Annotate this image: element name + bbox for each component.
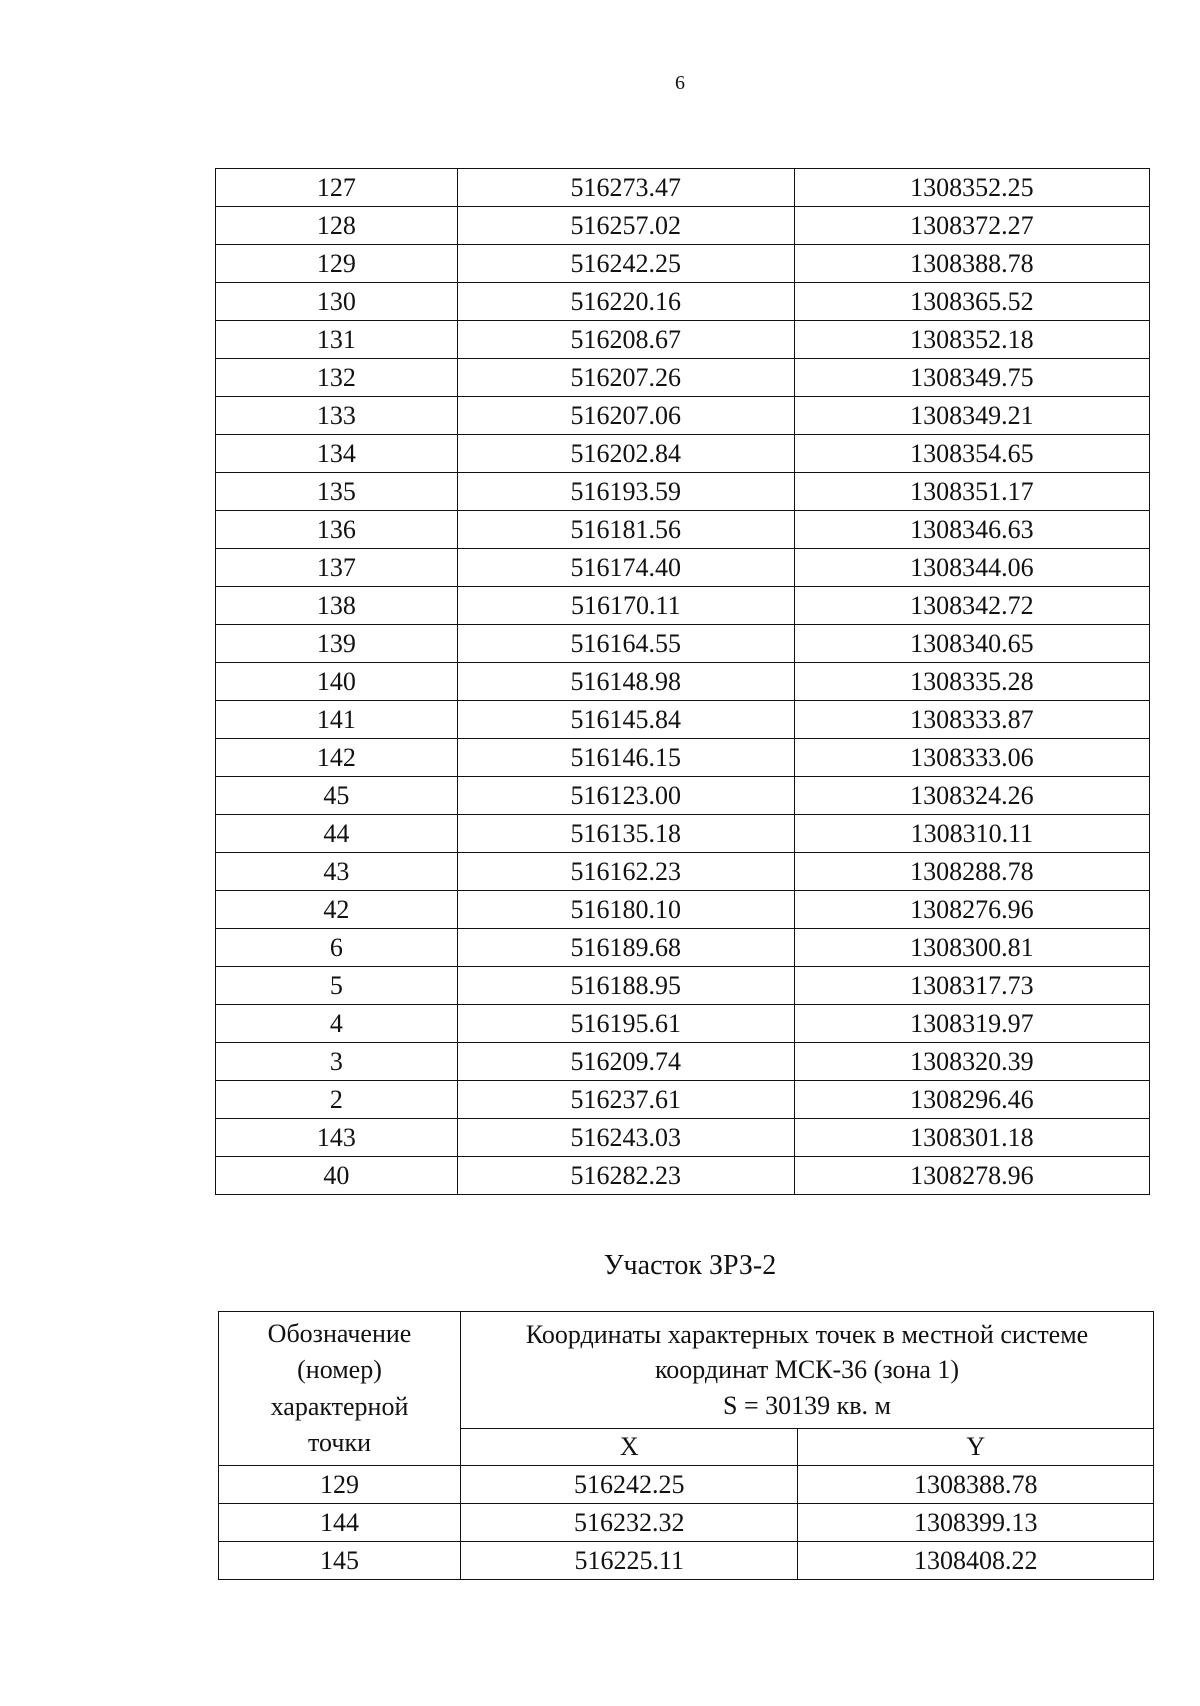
x-coordinate-cell: 516180.10 (457, 891, 794, 929)
x-coordinate-cell: 516242.25 (461, 1466, 798, 1504)
point-number-cell: 139 (216, 625, 458, 663)
zrz-2-coordinates-table (218, 1311, 1154, 1580)
table-row (216, 397, 1150, 435)
x-coordinate-cell: 516220.16 (457, 283, 794, 321)
y-coordinate-cell: 1308319.97 (794, 1005, 1149, 1043)
y-coordinate-cell: 1308349.21 (794, 397, 1149, 435)
table-row (219, 1504, 1154, 1542)
point-number-cell: 127 (216, 169, 458, 207)
x-coordinate-cell: 516123.00 (457, 777, 794, 815)
x-coordinate-cell: 516148.98 (457, 663, 794, 701)
x-coordinate-cell: 516195.61 (457, 1005, 794, 1043)
point-number-cell: 4 (216, 1005, 458, 1043)
point-number-cell: 130 (216, 283, 458, 321)
table-row (216, 891, 1150, 929)
point-number-cell: 129 (216, 245, 458, 283)
header-line: точки (308, 1427, 371, 1457)
header-line: характерной (270, 1391, 409, 1421)
table-row (219, 1542, 1154, 1580)
header-line: координат МСК-36 (зона 1) (654, 1355, 960, 1385)
x-coordinate-cell: 516202.84 (457, 435, 794, 473)
table-row (216, 169, 1150, 207)
y-coordinate-cell: 1308335.28 (794, 663, 1149, 701)
table-row (216, 549, 1150, 587)
y-coordinate-cell: 1308320.39 (794, 1043, 1149, 1081)
area-line: S = 30139 кв. м (723, 1390, 891, 1420)
y-coordinate-cell: 1308344.06 (794, 549, 1149, 587)
table-row (216, 1005, 1150, 1043)
point-number-cell: 145 (219, 1542, 461, 1580)
point-number-cell: 131 (216, 321, 458, 359)
x-coordinate-cell: 516207.26 (457, 359, 794, 397)
x-coordinate-cell: 516146.15 (457, 739, 794, 777)
table-row (216, 739, 1150, 777)
table-row (216, 853, 1150, 891)
point-number-cell: 43 (216, 853, 458, 891)
x-coordinate-cell: 516232.32 (461, 1504, 798, 1542)
x-coordinate-cell: 516282.23 (457, 1157, 794, 1195)
y-coordinate-cell: 1308352.18 (794, 321, 1149, 359)
point-number-cell: 136 (216, 511, 458, 549)
point-number-cell: 40 (216, 1157, 458, 1195)
x-coordinate-cell: 516174.40 (457, 549, 794, 587)
y-coordinate-cell: 1308399.13 (798, 1504, 1154, 1542)
table-row (216, 1119, 1150, 1157)
x-coordinate-cell: 516257.02 (457, 207, 794, 245)
point-number-cell: 5 (216, 967, 458, 1005)
y-coordinate-cell: 1308340.65 (794, 625, 1149, 663)
x-coordinate-cell: 516242.25 (457, 245, 794, 283)
point-number-cell: 128 (216, 207, 458, 245)
section-title: Участок ЗРЗ-2 (603, 1250, 777, 1281)
x-coordinate-cell: 516188.95 (457, 967, 794, 1005)
y-coordinate-cell: 1308365.52 (794, 283, 1149, 321)
y-column-header: Y (798, 1429, 1154, 1466)
point-number-cell: 6 (216, 929, 458, 967)
y-coordinate-cell: 1308301.18 (794, 1119, 1149, 1157)
table-row (216, 511, 1150, 549)
y-coordinate-cell: 1308388.78 (794, 245, 1149, 283)
table-row (216, 777, 1150, 815)
table-row (216, 967, 1150, 1005)
y-coordinate-cell: 1308342.72 (794, 587, 1149, 625)
table-row (216, 1081, 1150, 1119)
point-number-cell: 138 (216, 587, 458, 625)
table-row (216, 663, 1150, 701)
x-column-header: X (461, 1429, 798, 1466)
table-row (216, 625, 1150, 663)
table-row (219, 1466, 1154, 1504)
y-coordinate-cell: 1308288.78 (794, 853, 1149, 891)
point-number-cell: 137 (216, 549, 458, 587)
y-coordinate-cell: 1308333.06 (794, 739, 1149, 777)
point-number-cell: 141 (216, 701, 458, 739)
table-row (216, 701, 1150, 739)
y-coordinate-cell: 1308354.65 (794, 435, 1149, 473)
x-coordinate-cell: 516162.23 (457, 853, 794, 891)
coordinates-table-continued (215, 168, 1150, 1195)
x-coordinate-cell: 516135.18 (457, 815, 794, 853)
point-number-cell: 143 (216, 1119, 458, 1157)
page-number: 6 (675, 72, 685, 94)
y-coordinate-cell: 1308300.81 (794, 929, 1149, 967)
point-designation-header (219, 1312, 461, 1466)
y-coordinate-cell: 1308352.25 (794, 169, 1149, 207)
header-line: Координаты характерных точек в местной системе (525, 1320, 1089, 1350)
header-line: Обозначение (267, 1318, 412, 1348)
y-coordinate-cell: 1308372.27 (794, 207, 1149, 245)
point-number-cell: 142 (216, 739, 458, 777)
y-coordinate-cell: 1308408.22 (798, 1542, 1154, 1580)
y-coordinate-cell: 1308317.73 (794, 967, 1149, 1005)
table-row (216, 815, 1150, 853)
table-row (216, 359, 1150, 397)
y-coordinate-cell: 1308388.78 (798, 1466, 1154, 1504)
table-row (216, 587, 1150, 625)
table-row (216, 1157, 1150, 1195)
y-coordinate-cell: 1308351.17 (794, 473, 1149, 511)
point-number-cell: 132 (216, 359, 458, 397)
table-row (216, 207, 1150, 245)
table-row (216, 929, 1150, 967)
x-coordinate-cell: 516189.68 (457, 929, 794, 967)
point-number-cell: 135 (216, 473, 458, 511)
header-line: (номер) (297, 1355, 382, 1385)
point-number-cell: 45 (216, 777, 458, 815)
x-coordinate-cell: 516170.11 (457, 587, 794, 625)
coordinates-header (461, 1312, 1154, 1429)
x-coordinate-cell: 516209.74 (457, 1043, 794, 1081)
x-coordinate-cell: 516273.47 (457, 169, 794, 207)
x-coordinate-cell: 516145.84 (457, 701, 794, 739)
x-coordinate-cell: 516237.61 (457, 1081, 794, 1119)
y-coordinate-cell: 1308310.11 (794, 815, 1149, 853)
y-coordinate-cell: 1308296.46 (794, 1081, 1149, 1119)
point-number-cell: 129 (219, 1466, 461, 1504)
table-row (216, 1043, 1150, 1081)
point-number-cell: 134 (216, 435, 458, 473)
table-row (216, 321, 1150, 359)
point-number-cell: 140 (216, 663, 458, 701)
table-row (216, 473, 1150, 511)
x-coordinate-cell: 516225.11 (461, 1542, 798, 1580)
x-coordinate-cell: 516243.03 (457, 1119, 794, 1157)
x-coordinate-cell: 516193.59 (457, 473, 794, 511)
x-coordinate-cell: 516181.56 (457, 511, 794, 549)
point-number-cell: 3 (216, 1043, 458, 1081)
point-number-cell: 44 (216, 815, 458, 853)
y-coordinate-cell: 1308346.63 (794, 511, 1149, 549)
table-row (216, 245, 1150, 283)
point-number-cell: 144 (219, 1504, 461, 1542)
table-row (216, 283, 1150, 321)
y-coordinate-cell: 1308333.87 (794, 701, 1149, 739)
point-number-cell: 2 (216, 1081, 458, 1119)
point-number-cell: 42 (216, 891, 458, 929)
table-row (216, 435, 1150, 473)
x-coordinate-cell: 516164.55 (457, 625, 794, 663)
y-coordinate-cell: 1308349.75 (794, 359, 1149, 397)
y-coordinate-cell: 1308278.96 (794, 1157, 1149, 1195)
x-coordinate-cell: 516207.06 (457, 397, 794, 435)
x-coordinate-cell: 516208.67 (457, 321, 794, 359)
y-coordinate-cell: 1308276.96 (794, 891, 1149, 929)
point-number-cell: 133 (216, 397, 458, 435)
y-coordinate-cell: 1308324.26 (794, 777, 1149, 815)
